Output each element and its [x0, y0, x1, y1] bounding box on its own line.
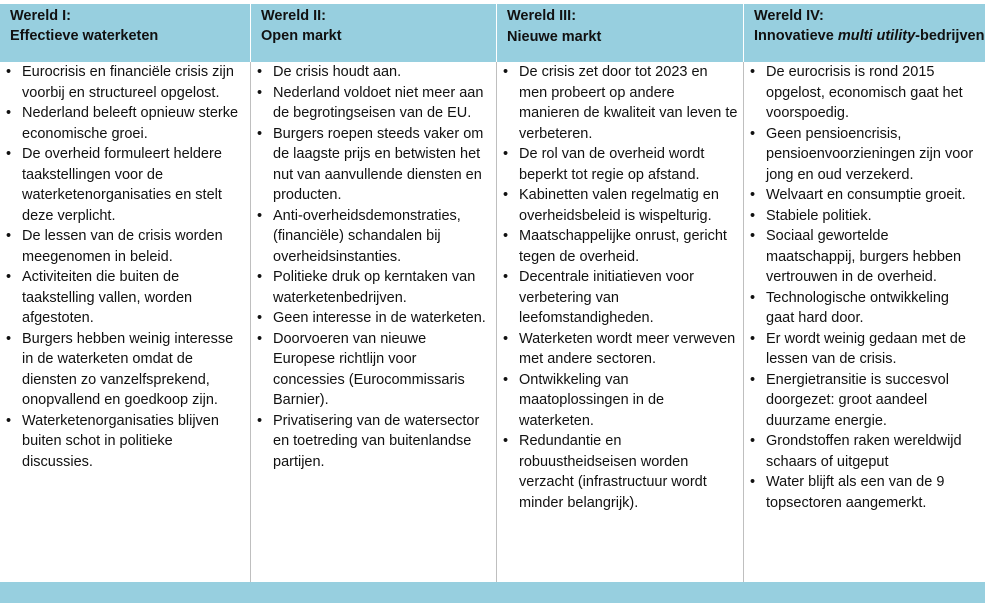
list-item: • Nederland beleeft opnieuw sterke economische groei.	[0, 103, 250, 144]
column-wereld-2	[251, 4, 496, 582]
column-number: Wereld I:	[10, 8, 71, 24]
list-item: • Burgers hebben weinig interesse in de waterketen omdat de diensten zo vanzelfsprekend, onopvallend en goedkoop zijn.	[0, 329, 250, 411]
list-item: • Burgers roepen steeds vaker om de laagste prijs en betwisten het nut van aanvullende diensten en producten.	[251, 124, 496, 206]
column-title-suffix: -bedrijven	[915, 28, 985, 44]
list-item: • Kabinetten valen regelmatig en overheidsbeleid is wispelturig.	[497, 185, 743, 226]
column-wereld-1	[0, 4, 250, 582]
list-item: • Decentrale initiatieven voor verbetering van leefomstandigheden.	[497, 267, 743, 329]
list-item: • Activiteiten die buiten de taakstelling vallen, worden afgestoten.	[0, 267, 250, 329]
column-number: Wereld II:	[261, 8, 326, 24]
list-item: • Redundantie en robuustheidseisen worden verzacht (infrastructuur wordt minder belangrijk).	[497, 431, 743, 513]
list-item: • De eurocrisis is rond 2015 opgelost, economisch gaat het voorspoedig.	[744, 62, 985, 124]
column-header	[497, 4, 743, 62]
list-item: • Water blijft als een van de 9 topsectoren aangemerkt.	[744, 472, 985, 513]
list-item: • Nederland voldoet niet meer aan de begrotingseisen van de EU.	[251, 83, 496, 124]
column-title	[754, 26, 985, 46]
bullet-list	[251, 62, 496, 472]
list-item: • Energietransitie is succesvol doorgezet: groot aandeel duurzame energie.	[744, 370, 985, 432]
list-item: • De crisis zet door tot 2023 en men probeert op andere manieren de kwaliteit van leven te verbeteren.	[497, 62, 743, 144]
list-item: • Technologische ontwikkeling gaat hard door.	[744, 288, 985, 329]
list-item: • Doorvoeren van nieuwe Europese richtlijn voor concessies (Eurocommissaris Barnier).	[251, 329, 496, 411]
list-item: • Grondstoffen raken wereldwijd schaars of uitgeput	[744, 431, 985, 472]
list-item: • Eurocrisis en financiële crisis zijn voorbij en structureel opgelost.	[0, 62, 250, 103]
list-item: • Sociaal gewortelde maatschappij, burgers hebben vertrouwen in de overheid.	[744, 226, 985, 288]
column-title: Open markt	[261, 28, 342, 44]
column-title: Effectieve waterketen	[10, 28, 159, 44]
column-wereld-4	[744, 4, 985, 582]
list-item: • Geen interesse in de waterketen.	[251, 308, 496, 329]
column-title-plain: Innovatieve	[754, 28, 838, 44]
bullet-list	[744, 62, 985, 513]
column-number: Wereld III:	[507, 8, 577, 24]
list-item: • Maatschappelijke onrust, gericht tegen de overheid.	[497, 226, 743, 267]
list-item: • Er wordt weinig gedaan met de lessen van de crisis.	[744, 329, 985, 370]
list-item: • De overheid formuleert heldere taakstellingen voor de waterketenorganisaties en stelt deze verplicht.	[0, 144, 250, 226]
list-item: • De crisis houdt aan.	[251, 62, 496, 83]
list-item: • Waterketenorganisaties blijven buiten schot in politieke discussies.	[0, 411, 250, 473]
bullet-list	[0, 62, 250, 472]
list-item: • Politieke druk op kerntaken van waterketenbedrijven.	[251, 267, 496, 308]
column-header	[251, 4, 496, 62]
column-header	[0, 4, 250, 62]
list-item: • Geen pensioencrisis, pensioenvoorzieningen zijn voor jong en oud verzekerd.	[744, 124, 985, 186]
list-item: • Waterketen wordt meer verweven met andere sectoren.	[497, 329, 743, 370]
list-item: • De lessen van de crisis worden meegenomen in beleid.	[0, 226, 250, 267]
column-wereld-3	[497, 4, 743, 582]
column-header	[744, 4, 985, 62]
list-item: • Ontwikkeling van maatoplossingen in de waterketen.	[497, 370, 743, 432]
column-number: Wereld IV:	[754, 8, 824, 24]
list-item: • Welvaart en consumptie groeit.	[744, 185, 985, 206]
list-item: • Stabiele politiek.	[744, 206, 985, 227]
list-item: • Anti-overheidsdemonstraties, (financiële) schandalen bij overheidsinstanties.	[251, 206, 496, 268]
table-footer-band	[0, 582, 985, 603]
column-title: Nieuwe markt	[507, 29, 602, 45]
list-item: • De rol van de overheid wordt beperkt tot regie op afstand.	[497, 144, 743, 185]
bullet-list	[497, 62, 743, 513]
list-item: • Privatisering van de watersector en toetreding van buitenlandse partijen.	[251, 411, 496, 473]
column-title-italic: multi utility	[837, 28, 916, 44]
